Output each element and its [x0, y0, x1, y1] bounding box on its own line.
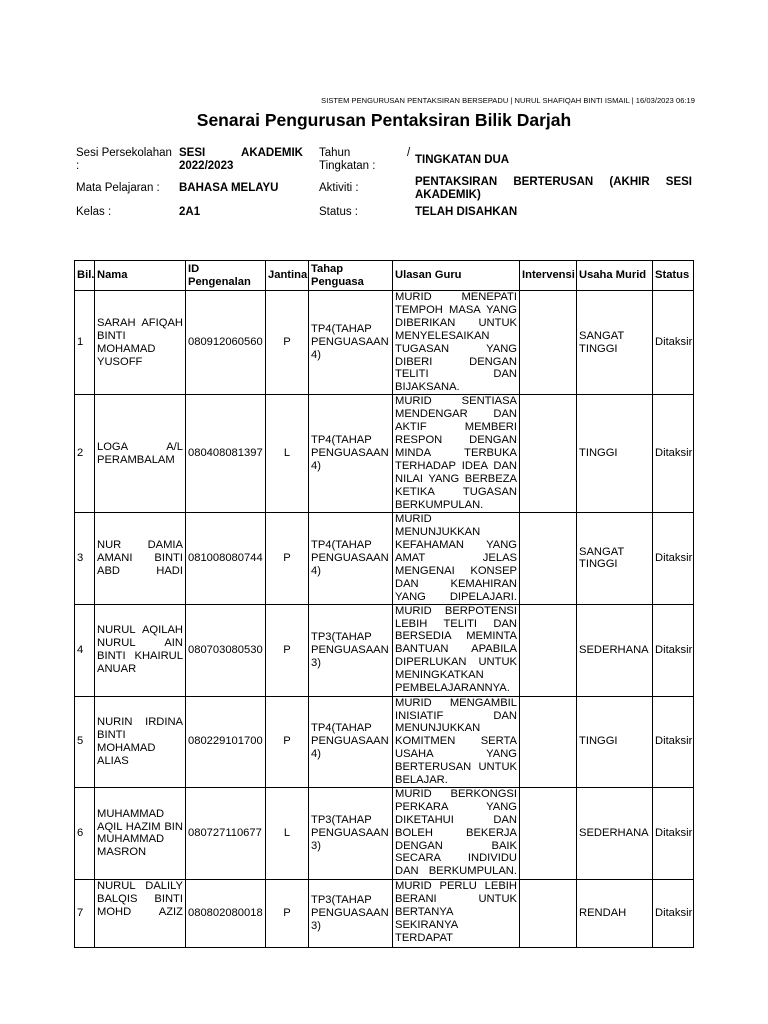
- cell-intervensi: [520, 291, 577, 395]
- cell-status: Ditaksir: [653, 604, 694, 696]
- col-header-ulasan: Ulasan Guru: [393, 261, 520, 291]
- table-row: [75, 879, 694, 947]
- cell-usaha: TINGGI: [577, 696, 653, 787]
- cell-ulasan: MURID BERPOTENSI LEBIH TELITI DAN BERSEDIA MEMINTA BANTUAN APABILA DIPERLUKAN UNTUK MENINGKATKAN PEMBELAJARANNYA.: [393, 604, 520, 696]
- aktiviti-label: Aktiviti :: [319, 182, 359, 194]
- assessment-table: [74, 260, 694, 948]
- table-row: [75, 787, 694, 879]
- table-row: [75, 696, 694, 787]
- col-header-intervensi: Intervensi: [520, 261, 577, 291]
- cell-bil: 2: [75, 395, 95, 513]
- cell-id: 080802080018: [186, 879, 266, 947]
- cell-jantina: P: [266, 291, 309, 395]
- cell-intervensi: [520, 604, 577, 696]
- cell-tahap: TP4(TAHAP PENGUASAAN 4): [309, 513, 393, 604]
- cell-status: Ditaksir: [653, 291, 694, 395]
- col-header-usaha: Usaha Murid: [577, 261, 653, 291]
- status-label: Status :: [319, 206, 358, 218]
- cell-ulasan: MURID MENEPATI TEMPOH MASA YANG DIBERIKAN UNTUK MENYELESAIKAN TUGASAN YANG DIBERI DENGAN TELITI DAN BIJAKSANA.: [393, 291, 520, 395]
- tingkatan-value: TINGKATAN DUA: [415, 154, 510, 166]
- cell-tahap: TP4(TAHAP PENGUASAAN 4): [309, 291, 393, 395]
- cell-tahap: TP3(TAHAP PENGUASAAN 3): [309, 604, 393, 696]
- cell-tahap: TP3(TAHAP PENGUASAAN 3): [309, 879, 393, 947]
- cell-usaha: SEDERHANA: [577, 787, 653, 879]
- status-value: TELAH DISAHKAN: [415, 206, 518, 218]
- cell-id: 080727110677: [186, 787, 266, 879]
- tahun-tingkatan-label: Tahun Tingkatan :: [319, 147, 376, 172]
- col-header-jantina: Jantina: [266, 261, 309, 291]
- cell-usaha: RENDAH: [577, 879, 653, 947]
- cell-bil: 4: [75, 604, 95, 696]
- page-title: Senarai Pengurusan Pentaksiran Bilik Darjah: [196, 110, 572, 130]
- cell-bil: 3: [75, 513, 95, 604]
- cell-id: 080912060560: [186, 291, 266, 395]
- table-header-row: [75, 261, 694, 291]
- cell-usaha: SEDERHANA: [577, 604, 653, 696]
- cell-intervensi: [520, 513, 577, 604]
- cell-usaha: SANGAT TINGGI: [577, 513, 653, 604]
- cell-tahap: TP4(TAHAP PENGUASAAN 4): [309, 696, 393, 787]
- cell-usaha: TINGGI: [577, 395, 653, 513]
- sesi-label: Sesi Persekolahan :: [76, 147, 172, 172]
- cell-nama: NURUL AQILAH NURUL AIN BINTI KHAIRUL ANUAR: [95, 604, 186, 696]
- cell-jantina: L: [266, 395, 309, 513]
- cell-nama: NURUL DALILY BALQIS BINTI MOHD AZIZ: [95, 879, 186, 947]
- cell-nama: LOGA A/L PERAMBALAM: [95, 395, 186, 513]
- cell-usaha: SANGAT TINGGI: [577, 291, 653, 395]
- col-header-status: Status: [653, 261, 694, 291]
- table-row: [75, 291, 694, 395]
- cell-bil: 7: [75, 879, 95, 947]
- cell-id: 080408081397: [186, 395, 266, 513]
- cell-intervensi: [520, 696, 577, 787]
- cell-bil: 1: [75, 291, 95, 395]
- tahun-slash: /: [407, 147, 411, 159]
- cell-jantina: L: [266, 787, 309, 879]
- cell-bil: 5: [75, 696, 95, 787]
- cell-id: 081008080744: [186, 513, 266, 604]
- col-header-bil: Bil.: [75, 261, 95, 291]
- col-header-tahap: Tahap Penguasa: [309, 261, 393, 291]
- table-row: [75, 604, 694, 696]
- cell-intervensi: [520, 879, 577, 947]
- cell-status: Ditaksir: [653, 513, 694, 604]
- col-header-nama: Nama: [95, 261, 186, 291]
- kelas-label: Kelas :: [76, 206, 112, 218]
- cell-ulasan: MURID SENTIASA MENDENGAR DAN AKTIF MEMBERI RESPON DENGAN MINDA TERBUKA TERHADAP IDEA DAN NILAI YANG BERBEZA KETIKA TUGASAN BERKUMPULAN.: [393, 395, 520, 513]
- cell-intervensi: [520, 395, 577, 513]
- cell-intervensi: [520, 787, 577, 879]
- cell-ulasan: MURID PERLU LEBIH BERANI UNTUK BERTANYA SEKIRANYA TERDAPAT: [393, 879, 520, 947]
- cell-tahap: TP4(TAHAP PENGUASAAN 4): [309, 395, 393, 513]
- mata-pelajaran-value: BAHASA MELAYU: [179, 182, 279, 194]
- cell-status: Ditaksir: [653, 787, 694, 879]
- system-header-line: SISTEM PENGURUSAN PENTAKSIRAN BERSEPADU | NURUL SHAFIQAH BINTI ISMAIL | 16/03/2023 06:19: [321, 96, 695, 105]
- cell-ulasan: MURID MENUNJUKKAN KEFAHAMAN YANG AMAT JELAS MENGENAI KONSEP DAN KEMAHIRAN YANG DIPELAJARI.: [393, 513, 520, 604]
- cell-ulasan: MURID BERKONGSI PERKARA YANG DIKETAHUI DAN BOLEH BEKERJA DENGAN BAIK SECARA INDIVIDU DAN BERKUMPULAN.: [393, 787, 520, 879]
- sesi-value: SESI AKADEMIK 2022/2023: [179, 147, 303, 172]
- table-row: [75, 395, 694, 513]
- cell-ulasan: MURID MENGAMBIL INISIATIF DAN MENUNJUKKAN KOMITMEN SERTA USAHA YANG BERTERUSAN UNTUK BELAJAR.: [393, 696, 520, 787]
- cell-status: Ditaksir: [653, 696, 694, 787]
- mata-pelajaran-label: Mata Pelajaran :: [76, 182, 160, 194]
- cell-tahap: TP3(TAHAP PENGUASAAN 3): [309, 787, 393, 879]
- cell-jantina: P: [266, 513, 309, 604]
- cell-id: 080229101700: [186, 696, 266, 787]
- cell-nama: NUR DAMIA AMANI BINTI ABD HADI: [95, 513, 186, 604]
- cell-status: Ditaksir: [653, 879, 694, 947]
- cell-jantina: P: [266, 879, 309, 947]
- cell-jantina: P: [266, 604, 309, 696]
- aktiviti-value: PENTAKSIRAN BERTERUSAN (AKHIR SESI AKADEMIK): [415, 176, 692, 201]
- kelas-value: 2A1: [179, 206, 201, 218]
- cell-nama: MUHAMMAD AQIL HAZIM BIN MUHAMMAD MASRON: [95, 787, 186, 879]
- col-header-id: ID Pengenalan: [186, 261, 266, 291]
- cell-nama: SARAH AFIQAH BINTI MOHAMAD YUSOFF: [95, 291, 186, 395]
- cell-nama: NURIN IRDINA BINTI MOHAMAD ALIAS: [95, 696, 186, 787]
- table-row: [75, 513, 694, 604]
- cell-id: 080703080530: [186, 604, 266, 696]
- cell-bil: 6: [75, 787, 95, 879]
- cell-status: Ditaksir: [653, 395, 694, 513]
- cell-jantina: P: [266, 696, 309, 787]
